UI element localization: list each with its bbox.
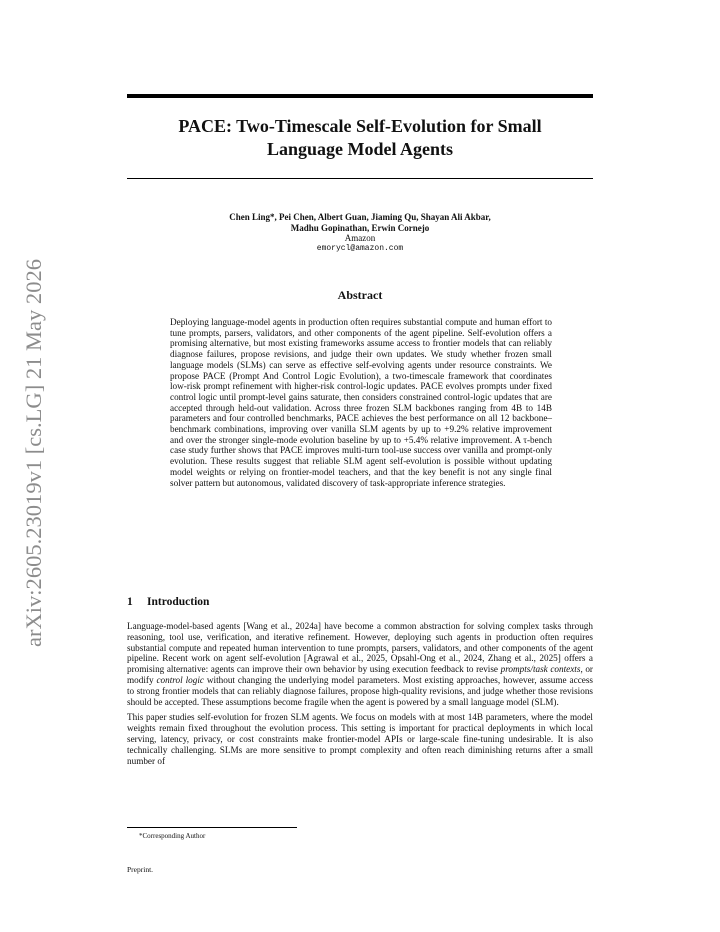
- intro-p1-emphasis-prompts: prompts/task contexts: [500, 664, 581, 675]
- section-title: Introduction: [147, 596, 210, 608]
- introduction-body: [127, 621, 593, 771]
- author-names-line-1: Chen Ling*, Pei Chen, Albert Guan, Jiaming Qu, Shayan Ali Akbar,: [229, 212, 491, 222]
- abstract-heading: Abstract: [337, 288, 383, 302]
- arxiv-identifier-stamp: [20, 255, 48, 655]
- abstract-body: Deploying language-model agents in production often requires substantial compute and human effort to tune prompts, parsers, validators, and other components of the agent pipeline. Self-evolution offers a promising alternative, but most existing frameworks assume access to frontier models that can reliably diagnose failures, propose revisions, and judge their own updates. We study whether frozen small language models (SLMs) can serve as effective self-evolving agents under resource constraints. We propose PACE (Prompt And Control Logic Evolution), a two-timescale framework that coordinates low-risk prompt refinement with higher-risk control-logic updates. PACE evolves prompts under fixed control logic until prompt-level gains saturate, then considers constrained control-logic updates that are accepted through held-out validation. Across three frozen SLM backbones ranging from 4B to 14B parameters and four controlled benchmarks, PACE achieves the best performance on all 12 backbone–benchmark combinations, improving over vanilla SLM agents by up to +9.2% relative improvement and over the stronger single-mode evolution baseline by up to +5.4% relative improvement. A τ-bench case study further shows that PACE improves multi-turn tool-use success over vanilla and prompt-only evolution. These results suggest that reliable SLM agent self-evolution is possible without updating model weights or relying on frontier-model teachers, and that the key benefit is not any single final solver pattern but autonomous, validated discovery of task-appropriate inference strategies.: [170, 317, 552, 488]
- intro-paragraph-1: [127, 621, 593, 707]
- intro-paragraph-2: This paper studies self-evolution for frozen SLM agents. We focus on models with at most 14B parameters, where the model weights remain fixed throughout the evolution process. This setting is important for practical deployments in which local serving, latency, privacy, or cost constraints make frontier-model APIs or large-scale fine-tuning undesirable. It is also technically challenging. SLMs are more sensitive to prompt complexity and often reach diminishing returns after a small number of: [127, 712, 593, 766]
- title-rule-bottom: [127, 178, 593, 179]
- title-rule-top: [127, 94, 593, 98]
- section-heading-introduction: [127, 596, 209, 608]
- author-affiliation: Amazon: [344, 233, 376, 243]
- paper-title-line-1: PACE: Two-Timescale Self-Evolution for Small: [178, 116, 542, 136]
- intro-p1-emphasis-control-logic: control logic: [156, 674, 204, 685]
- author-block: [127, 212, 593, 254]
- section-number: 1: [127, 596, 133, 608]
- intro-p1-text-a: Language-model-based agents [Wang et al., 2024a] have become a common abstraction for solving complex tasks through reasoning, tool use, verification, and iterative refinement. However, deploying such agents in production often requires substantial compute and repeated human intervention to tune prompts, parsers, validators, and other components of the agent pipeline. Recent work on agent self-evolution [Agrawal et al., 2025, Opsahl-Ong et al., 2024, Zhang et al., 2025] offers a promising alternative: agents can improve their own behavior by using execution feedback to revise: [127, 621, 593, 675]
- author-names-line-2: Madhu Gopinathan, Erwin Cornejo: [290, 222, 430, 233]
- footnote-rule: [127, 827, 297, 828]
- intro-p1-text-b: , or modify: [127, 664, 593, 685]
- arxiv-stamp-text: arXiv:2605.23019v1 [cs.LG] 21 May 2026: [21, 268, 46, 647]
- preprint-label: Preprint.: [127, 865, 154, 874]
- footnote-corresponding-author: *Corresponding Author: [139, 832, 206, 840]
- author-email: emorycl@amazon.com: [316, 243, 404, 253]
- paper-title: [127, 115, 593, 161]
- paper-title-line-2: Language Model Agents: [266, 139, 453, 159]
- intro-p1-text-c: without changing the underlying model parameters. Most existing approaches, however, assume access to strong frontier models that can reliably diagnose failures, propose high-quality revisions, and judge whether those revisions should be accepted. These assumptions become fragile when the agent is powered by a small language model (SLM).: [127, 674, 594, 707]
